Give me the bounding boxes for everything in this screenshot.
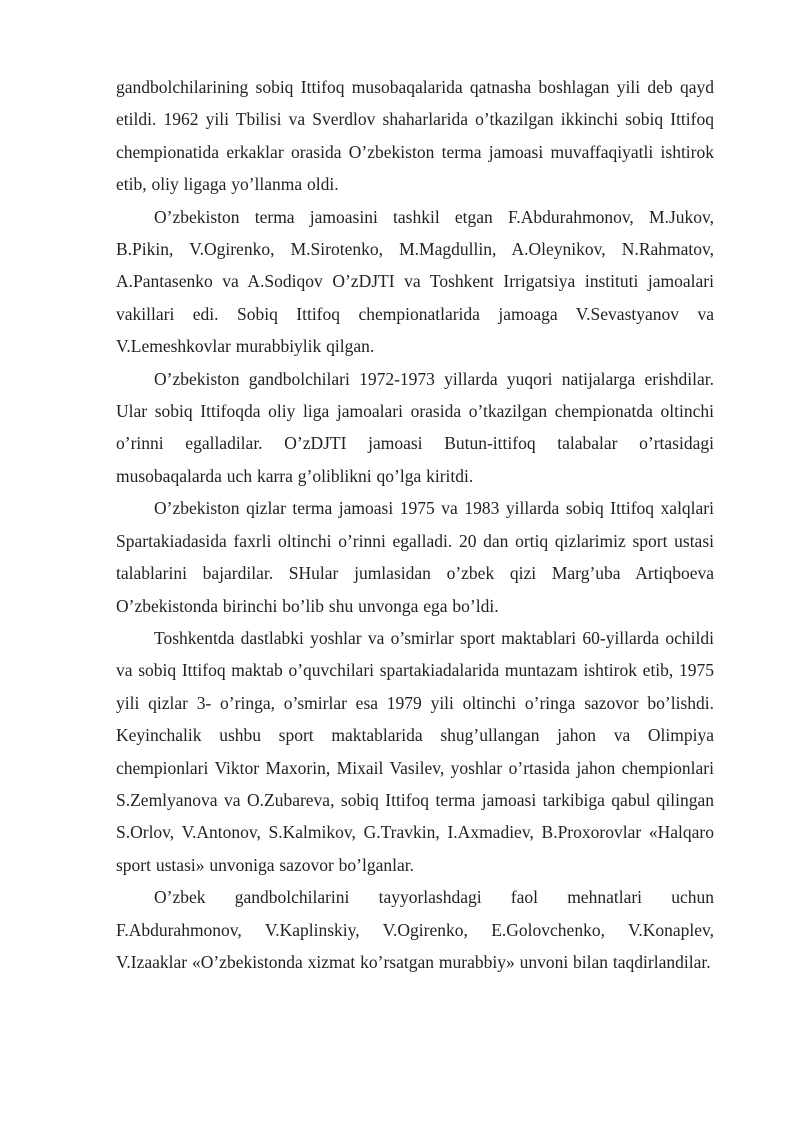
paragraph-team-roster: O’zbekiston terma jamoasini tashkil etgan F.Abdurahmonov, M.Jukov, B.Pikin, V.Ogirenko, M.Sirotenko, M.Magdullin, A.Oleynikov, N.Rahmatov, A.Pantasenko va A.Sodiqov O’zDJTI va Toshkent Irrigatsiya instituti jamoalari vakillari edi. Sobiq Ittifoq chempionatlarida jamoaga V.Sevastyanov va V.Lemeshkovlar murabbiylik qilgan. [116, 206, 714, 357]
paragraph-continuation: gandbolchilarining sobiq Ittifoq musobaqalarida qatnasha boshlagan yili deb qayd etildi. 1962 yili Tbilisi va Sverdlov shaharlarida o’tkazilgan ikkinchi sobiq Ittifoq chempionatida erkaklar orasida O’zbekiston terma jamoasi muvaffaqiyatli ishtirok etib, oliy ligaga yo’llanma oldi. [116, 77, 714, 195]
paragraph-sport-schools: Toshkentda dastlabki yoshlar va o’smirlar sport maktablari 60-yillarda ochildi va sobiq Ittifoq maktab o’quvchilari spartakiadalarida muntazam ishtirok etib, 1975 yili qizlar 3- o’ringa, o’smirlar esa 1979 yili oltinchi o’ringa sazovor bo’lishdi. Keyinchalik ushbu sport maktablarida shug’ullangan jahon va Olimpiya chempionlari Viktor Maxorin, Mixail Vasilev, yoshlar o’rtasida jahon chempionlari S.Zemlyanova va O.Zubareva, sobiq Ittifoq terma jamoasi tarkibiga qabul qilingan S.Orlov, V.Antonov, S.Kalmikov, G.Travkin, I.Axmadiev, B.Proxorovlar «Halqaro sport ustasi» unvoniga sazovor bo’lganlar. [116, 627, 714, 875]
paragraph-women-team: O’zbekiston qizlar terma jamoasi 1975 va 1983 yillarda sobiq Ittifoq xalqlari Spartakiadasida faxrli oltinchi o’rinni egalladi. 20 dan ortiq qizlarimiz sport ustasi talablarini bajardilar. SHular jumlasidan o’zbek qizi Marg’uba Artiqboeva O’zbekistonda birinchi bo’lib shu unvonga ega bo’ldi. [116, 498, 714, 616]
paragraph-coaches-honored: O’zbek gandbolchilarini tayyorlashdagi faol mehnatlari uchun F.Abdurahmonov, V.Kaplinskiy, V.Ogirenko, E.Golovchenko, V.Konaplev, V.Izaaklar «O’zbekistonda xizmat ko’rsatgan murabbiy» unvoni bilan taqdirlandilar. [116, 887, 714, 972]
paragraph-1972-results: O’zbekiston gandbolchilari 1972-1973 yillarda yuqori natijalarga erishdilar. Ular sobiq Ittifoqda oliy liga jamoalari orasida o’tkazilgan chempionatda oltinchi o’rinni egalladilar. O’zDJTI jamoasi Butun-ittifoq talabalar o’rtasidagi musobaqalarda uch karra g’oliblikni qo’lga kiritdi. [116, 368, 714, 486]
document-page [116, 71, 714, 978]
